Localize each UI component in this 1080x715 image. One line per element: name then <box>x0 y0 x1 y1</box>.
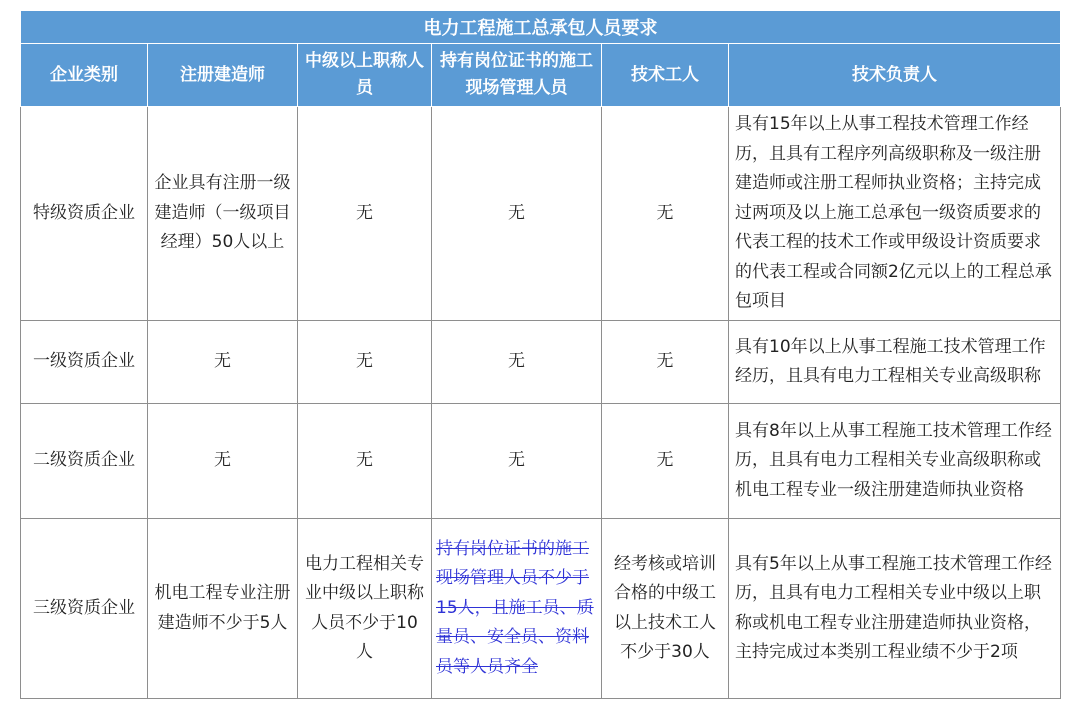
table-row <box>21 321 1061 404</box>
table-row <box>21 404 1061 519</box>
cell-tech-lead: 具有8年以上从事工程施工技术管理工作经历，且具有电力工程相关专业高级职称或机电工程专业一级注册建造师执业资格 <box>729 404 1061 519</box>
cell-titled-staff: 无 <box>298 107 432 321</box>
requirements-table <box>20 10 1061 699</box>
header-category: 企业类别 <box>21 44 148 107</box>
table-row <box>21 519 1061 699</box>
cell-constructor: 无 <box>148 404 298 519</box>
cell-tech-lead: 具有15年以上从事工程技术管理工作经历，且具有工程序列高级职称及一级注册建造师或注册工程师执业资格；主持完成过两项及以上施工总承包一级资质要求的代表工程的技术工作或甲级设计资质要求的代表工程或合同额2亿元以上的工程总承包项目 <box>729 107 1061 321</box>
header-row <box>21 44 1061 107</box>
cell-titled-staff: 电力工程相关专业中级以上职称人员不少于10人 <box>298 519 432 699</box>
header-skilled-workers: 技术工人 <box>602 44 729 107</box>
row-category: 特级资质企业 <box>21 107 148 321</box>
cell-titled-staff: 无 <box>298 321 432 404</box>
table-title: 电力工程施工总承包人员要求 <box>21 11 1061 44</box>
row-category: 一级资质企业 <box>21 321 148 404</box>
cell-site-managers-struck: 持有岗位证书的施工现场管理人员不少于15人，且施工员、质量员、安全员、资料员等人员齐全 <box>432 519 602 699</box>
cell-constructor: 企业具有注册一级建造师（一级项目经理）50人以上 <box>148 107 298 321</box>
cell-site-managers: 无 <box>432 107 602 321</box>
row-category: 二级资质企业 <box>21 404 148 519</box>
cell-site-managers: 无 <box>432 321 602 404</box>
cell-constructor: 机电工程专业注册建造师不少于5人 <box>148 519 298 699</box>
header-tech-lead: 技术负责人 <box>729 44 1061 107</box>
cell-skilled-workers: 经考核或培训合格的中级工以上技术工人不少于30人 <box>602 519 729 699</box>
cell-skilled-workers: 无 <box>602 321 729 404</box>
cell-skilled-workers: 无 <box>602 404 729 519</box>
header-site-managers: 持有岗位证书的施工现场管理人员 <box>432 44 602 107</box>
cell-constructor: 无 <box>148 321 298 404</box>
cell-site-managers: 无 <box>432 404 602 519</box>
cell-titled-staff: 无 <box>298 404 432 519</box>
table-row <box>21 107 1061 321</box>
cell-tech-lead: 具有10年以上从事工程施工技术管理工作经历，且具有电力工程相关专业高级职称 <box>729 321 1061 404</box>
header-constructor: 注册建造师 <box>148 44 298 107</box>
requirements-table-container <box>20 10 1060 699</box>
row-category: 三级资质企业 <box>21 519 148 699</box>
cell-tech-lead: 具有5年以上从事工程施工技术管理工作经历，且具有电力工程相关专业中级以上职称或机电工程专业注册建造师执业资格，主持完成过本类别工程业绩不少于2项 <box>729 519 1061 699</box>
cell-skilled-workers: 无 <box>602 107 729 321</box>
header-titled-staff: 中级以上职称人员 <box>298 44 432 107</box>
